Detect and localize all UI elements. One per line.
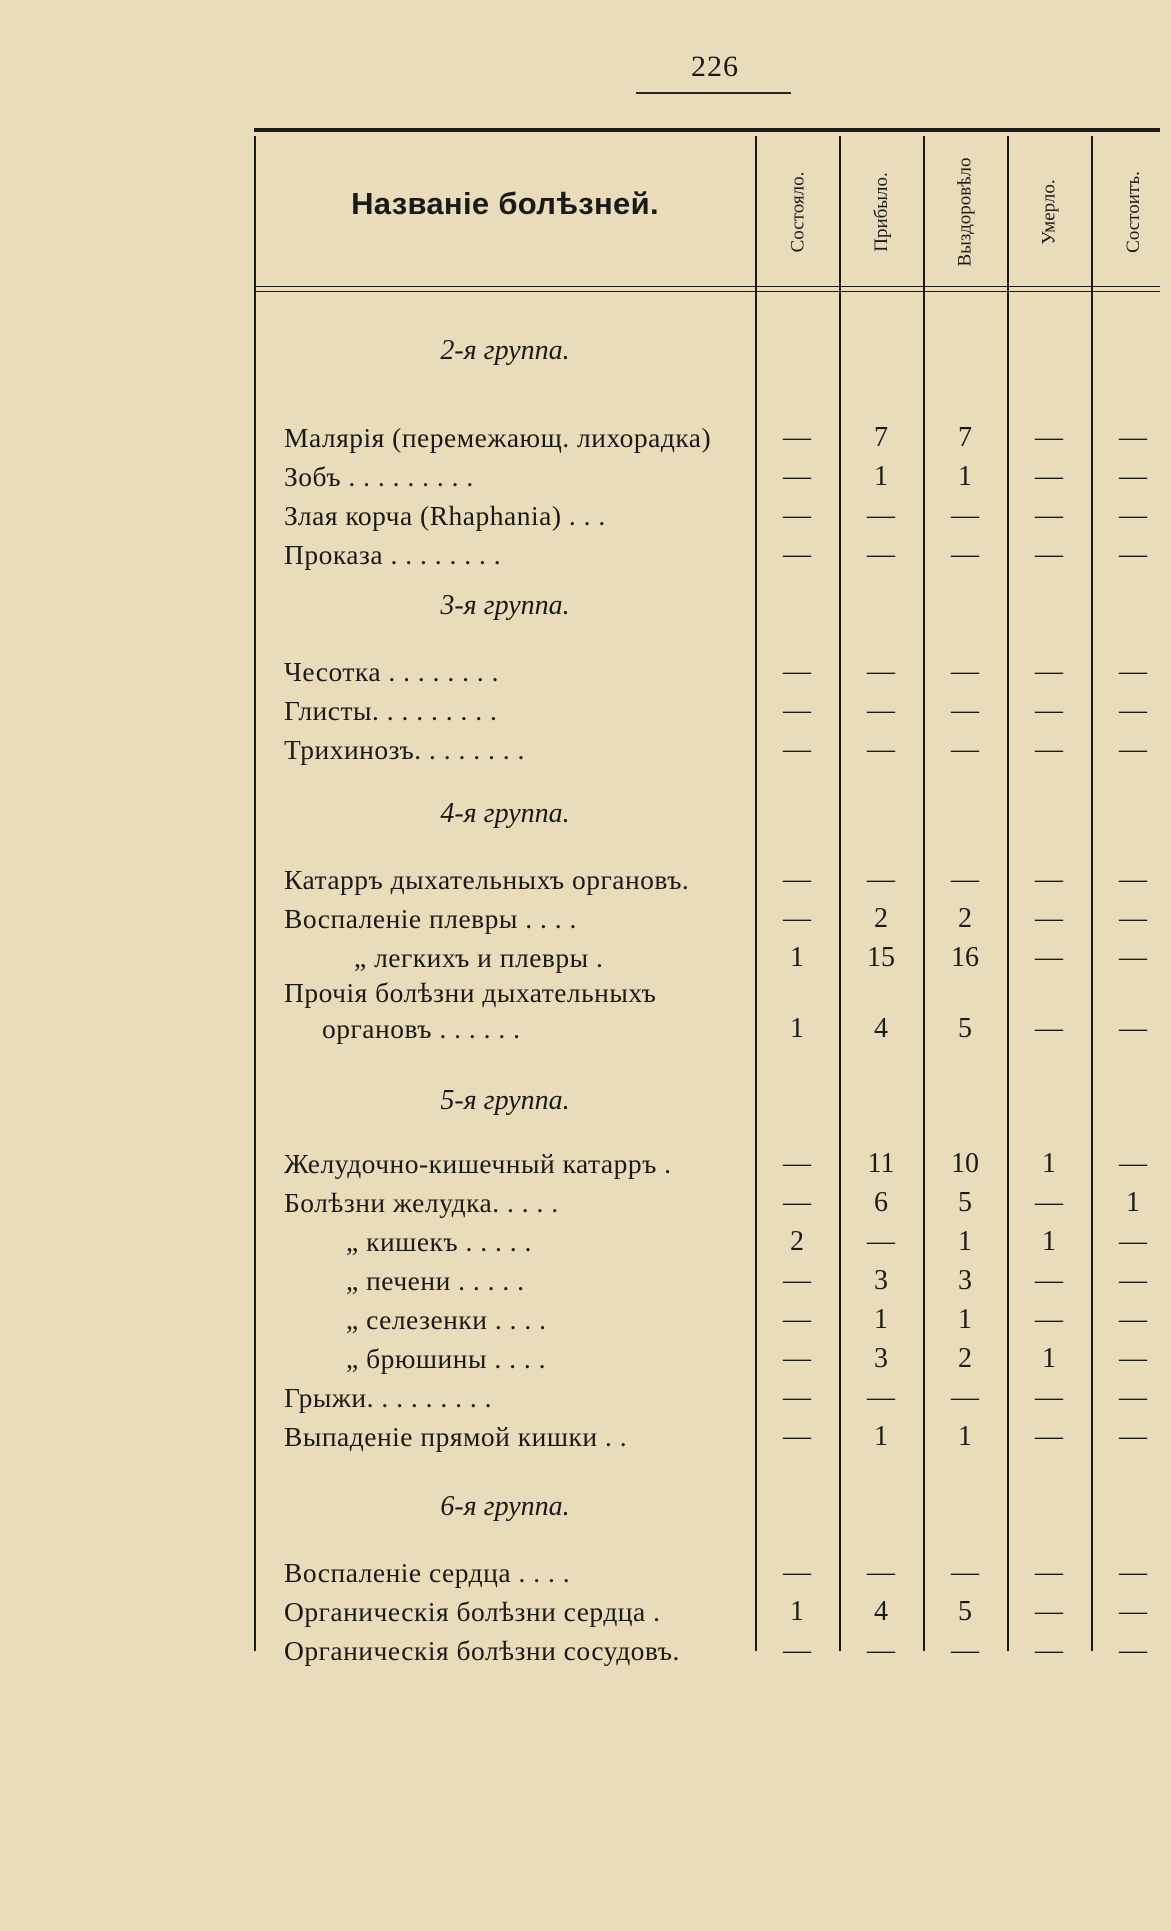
count-cell: —	[867, 656, 895, 687]
column-header-was-present: Состояло.	[787, 171, 808, 253]
count-cell: 1	[1126, 1187, 1140, 1218]
count-cell: 11	[867, 1148, 895, 1179]
column-header-remaining: Состоитъ.	[1123, 171, 1144, 253]
count-cell: 4	[874, 1013, 888, 1044]
count-cell: —	[1119, 1226, 1147, 1257]
count-cell: —	[1035, 461, 1063, 492]
disease-name: Малярiя (перемежающ. лихорадка)	[284, 422, 712, 453]
count-cell: —	[1119, 1557, 1147, 1588]
count-cell: —	[1119, 539, 1147, 570]
count-cell: 2	[790, 1226, 804, 1257]
count-cell: —	[1035, 1265, 1063, 1296]
count-cell: 1	[874, 1304, 888, 1335]
disease-name: Глисты. . . . . . . . .	[284, 695, 498, 726]
group-title: 4-я группа.	[440, 798, 570, 829]
count-cell: —	[1119, 1013, 1147, 1044]
count-cell: —	[1035, 1596, 1063, 1627]
count-cell: —	[783, 734, 811, 765]
count-cell: —	[1035, 903, 1063, 934]
count-cell: —	[783, 1148, 811, 1179]
count-cell: —	[1035, 539, 1063, 570]
count-cell: 10	[951, 1148, 979, 1179]
disease-name-continuation: органовъ . . . . . .	[322, 1013, 521, 1044]
count-cell: —	[783, 422, 811, 453]
count-cell: —	[1119, 1265, 1147, 1296]
count-cell: —	[867, 1557, 895, 1588]
count-cell: —	[783, 1343, 811, 1374]
disease-name: Зобъ . . . . . . . . .	[284, 461, 474, 492]
count-cell: —	[1035, 1013, 1063, 1044]
count-cell: 1	[958, 1304, 972, 1335]
count-cell: 2	[874, 903, 888, 934]
disease-name: „ селезенки . . . .	[346, 1304, 547, 1335]
count-cell: —	[1119, 1304, 1147, 1335]
disease-name: „ кишекъ . . . . .	[346, 1226, 532, 1257]
disease-name: Органическiя болѣзни сердца .	[284, 1596, 661, 1627]
count-cell: 1	[874, 461, 888, 492]
count-cell: —	[783, 500, 811, 531]
disease-name: Выпаденiе прямой кишки . .	[284, 1421, 628, 1452]
group-title: 3-я группа.	[440, 590, 570, 621]
count-cell: —	[1035, 656, 1063, 687]
disease-name: Желудочно-кишечный катарръ .	[284, 1148, 672, 1179]
count-cell: —	[951, 695, 979, 726]
disease-name: Воспаленiе плевры . . . .	[284, 903, 577, 934]
count-cell: —	[1035, 864, 1063, 895]
count-cell: —	[951, 656, 979, 687]
count-cell: —	[951, 500, 979, 531]
count-cell: —	[1119, 461, 1147, 492]
count-cell: —	[1035, 500, 1063, 531]
disease-name: Проказа . . . . . . . .	[284, 539, 502, 570]
count-cell: —	[1119, 734, 1147, 765]
count-cell: —	[1119, 695, 1147, 726]
count-cell: —	[1119, 1596, 1147, 1627]
disease-name: „ брюшины . . . .	[346, 1343, 546, 1374]
count-cell: —	[867, 1382, 895, 1413]
count-cell: —	[867, 734, 895, 765]
count-cell: —	[1119, 1148, 1147, 1179]
count-cell: —	[783, 1187, 811, 1218]
count-cell: 15	[867, 942, 895, 973]
count-cell: 4	[874, 1596, 888, 1627]
count-cell: —	[1119, 1343, 1147, 1374]
disease-name: Болѣзни желудка. . . . .	[284, 1187, 559, 1218]
count-cell: —	[783, 864, 811, 895]
disease-name: Воспаленiе сердца . . . .	[284, 1557, 571, 1588]
count-cell: 16	[951, 942, 979, 973]
count-cell: —	[1119, 1635, 1147, 1666]
count-cell: —	[783, 1557, 811, 1588]
count-cell: —	[1035, 422, 1063, 453]
count-cell: —	[1035, 942, 1063, 973]
count-cell: —	[867, 695, 895, 726]
count-cell: —	[1119, 903, 1147, 934]
count-cell: —	[783, 656, 811, 687]
disease-name: „ легкихъ и плевры .	[354, 942, 604, 973]
count-cell: —	[783, 903, 811, 934]
disease-name: Грыжи. . . . . . . . .	[284, 1382, 492, 1413]
count-cell: —	[1119, 864, 1147, 895]
count-cell: —	[783, 1304, 811, 1335]
count-cell: 6	[874, 1187, 888, 1218]
group-title: 2-я группа.	[440, 335, 570, 366]
count-cell: 1	[874, 1421, 888, 1452]
count-cell: —	[1035, 1382, 1063, 1413]
count-cell: 7	[874, 422, 888, 453]
count-cell: —	[783, 1421, 811, 1452]
count-cell: —	[1119, 942, 1147, 973]
count-cell: —	[1119, 656, 1147, 687]
column-header-admitted: Прибыло.	[871, 172, 892, 252]
count-cell: —	[1035, 1421, 1063, 1452]
count-cell: —	[1035, 734, 1063, 765]
count-cell: 5	[958, 1013, 972, 1044]
column-header-died: Умерло.	[1038, 179, 1060, 245]
count-cell: 5	[958, 1596, 972, 1627]
group-title: 6-я группа.	[440, 1491, 570, 1522]
count-cell: —	[867, 539, 895, 570]
count-cell: —	[951, 539, 979, 570]
disease-name: Органическiя болѣзни сосудовъ.	[284, 1635, 680, 1666]
count-cell: 3	[958, 1265, 972, 1296]
table-header-rule	[254, 286, 1160, 292]
count-cell: 2	[958, 1343, 972, 1374]
count-cell: —	[951, 864, 979, 895]
table-left-border	[254, 136, 256, 1651]
count-cell: —	[867, 1226, 895, 1257]
column-header-disease-name: Названiе болѣзней.	[351, 186, 659, 221]
count-cell: —	[951, 734, 979, 765]
count-cell: —	[867, 500, 895, 531]
count-cell: 1	[1042, 1148, 1056, 1179]
count-cell: 1	[790, 942, 804, 973]
disease-name: Катарръ дыхательныхъ органовъ.	[284, 864, 690, 895]
count-cell: —	[1035, 1557, 1063, 1588]
count-cell: —	[1035, 1187, 1063, 1218]
disease-name: Злая корча (Rhaphania) . . .	[284, 500, 606, 531]
count-cell: —	[783, 1265, 811, 1296]
count-cell: 1	[958, 1226, 972, 1257]
group-title: 5-я группа.	[440, 1085, 570, 1116]
count-cell: 5	[958, 1187, 972, 1218]
count-cell: —	[783, 695, 811, 726]
count-cell: —	[1119, 1421, 1147, 1452]
count-cell: —	[1035, 1304, 1063, 1335]
page-number-rule	[636, 92, 791, 94]
count-cell: 7	[958, 422, 972, 453]
disease-name: Трихинозъ. . . . . . . .	[284, 734, 525, 765]
column-header-recovered: Выздоровѣло	[955, 157, 977, 267]
page-number: 226	[691, 50, 739, 83]
count-cell: —	[783, 461, 811, 492]
count-cell: —	[951, 1557, 979, 1588]
count-cell: —	[951, 1382, 979, 1413]
count-cell: —	[783, 1382, 811, 1413]
count-cell: 1	[958, 461, 972, 492]
count-cell: 1	[1042, 1226, 1056, 1257]
count-cell: —	[783, 1635, 811, 1666]
count-cell: 3	[874, 1265, 888, 1296]
disease-name: Чесотка . . . . . . . .	[284, 656, 500, 687]
count-cell: —	[1035, 695, 1063, 726]
disease-table	[250, 128, 1162, 1666]
count-cell: 1	[1042, 1343, 1056, 1374]
count-cell: —	[867, 1635, 895, 1666]
count-cell: 2	[958, 903, 972, 934]
count-cell: —	[1119, 422, 1147, 453]
count-cell: —	[1035, 1635, 1063, 1666]
count-cell: —	[951, 1635, 979, 1666]
disease-name: „ печени . . . . .	[346, 1265, 525, 1296]
count-cell: 1	[790, 1596, 804, 1627]
count-cell: —	[1119, 1382, 1147, 1413]
table-top-rule	[254, 128, 1160, 132]
count-cell: —	[867, 864, 895, 895]
count-cell: —	[783, 539, 811, 570]
count-cell: 3	[874, 1343, 888, 1374]
count-cell: 1	[958, 1421, 972, 1452]
disease-name: Прочiя болѣзни дыхательныхъ	[284, 977, 657, 1008]
count-cell: —	[1119, 500, 1147, 531]
count-cell: 1	[790, 1013, 804, 1044]
